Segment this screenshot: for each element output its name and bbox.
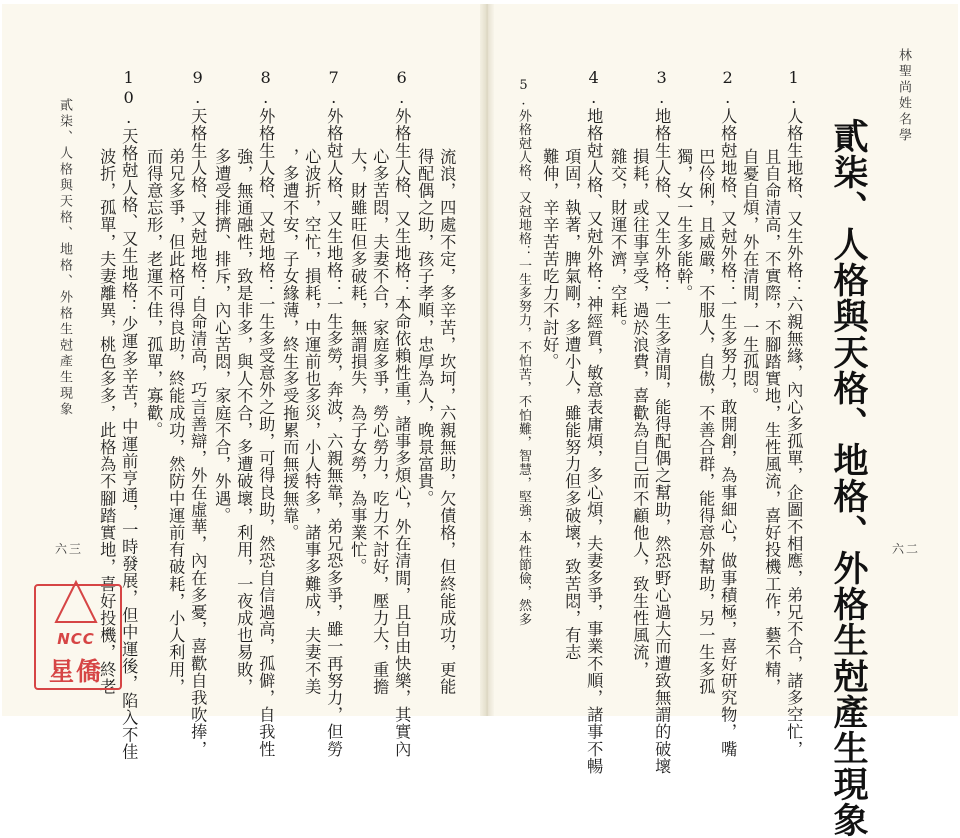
page-number-left: 六三 — [55, 542, 84, 556]
left-running-title: 貳柒、人格與天格、地格、外格生尅產生現象 — [57, 98, 72, 418]
text-column: ，多遭不安，子女緣薄，終生多受拖累而無援無靠。 — [280, 148, 300, 542]
text-column: 8.外格生人格、又尅地格：一生多受意外之助，可得良助，然恐自信過高，孤僻，自我性 — [256, 68, 276, 758]
text-column: 得配偶之助，孩子孝順，忠厚為人，晚景富貴。 — [415, 148, 435, 508]
text-column: 而得意忘形，老運不佳，孤單，寡歡。 — [144, 148, 164, 439]
watermark-stamp — [20, 570, 128, 692]
section-title: 貳柒、人格與天格、地格、外格生尅產生現象 — [828, 118, 868, 838]
text-column: 7.外格尅人格、又生地格：一生多勞，奔波，六親無靠，弟兄恐多爭，雖一再努力，但勞 — [324, 68, 344, 758]
text-column: 5.外格尅人格、又尅地格：一生多努力，不怕苦，不怕難，智慧，堅強，本性節儉，然多 — [516, 78, 531, 626]
book-header: 林聖尚姓名學 — [896, 48, 911, 144]
text-column: 項固，執著，脾氣剛，多遭小人，雖能努力但多破壞，致苦悶，有志 — [562, 148, 582, 661]
text-column: 波折，孤單，夫妻離異，桃色多多，此格為不腳踏實地，喜好投機，終老 — [97, 148, 117, 696]
text-column: 弟兄多爭，但此格可得良助，終能成功，然防中運前有破耗，小人利用， — [166, 148, 186, 696]
text-column: 自憂自煩，外在清閒，一生孤悶。 — [740, 148, 760, 405]
text-column: 雜交，財運不濟，空耗。 — [608, 148, 628, 337]
text-column: 獨，女一生多能幹。 — [674, 148, 694, 302]
book-gutter — [480, 4, 494, 716]
text-column: 3.地格生人格、又生外格：一生多清閒，能得配偶之幫助，然恐野心過大而遭致無謂的破壞 — [652, 68, 672, 775]
stamp-org: NCC — [57, 630, 95, 648]
text-column: 且自命清高，不實際，不腳踏實地，生性風流，喜好投機工作，藝不精， — [762, 148, 782, 696]
text-column: 損耗，或往事享受，過於浪費，喜歡為自己而不顧他人，致生性風流， — [630, 148, 650, 679]
text-column: 巴伶俐，且威嚴，不服人，自傲，不善合群，能得意外幫助，另一生多孤 — [696, 148, 716, 696]
stamp-name: 星僑 — [48, 657, 103, 686]
text-column: 心波折，空忙，損耗，中運前也多災，小人特多，諸事多難成，夫妻不美 — [302, 148, 322, 696]
text-column: 流浪，四處不定，多辛苦，坎坷，六親無助，欠債格，但終能成功，更能 — [437, 148, 457, 696]
text-column: 難伸，辛辛苦苦吃力不討好。 — [540, 148, 560, 371]
triangle-icon — [20, 576, 132, 636]
text-column: 心多苦悶，夫妻不合，家庭多爭，勞心勞力，吃力不討好，壓力大，重擔 — [370, 148, 390, 696]
page-number-right: 六二 — [892, 542, 921, 556]
text-column: 2.人格尅地格、又尅外格：一生多努力，敢開創，為事細心，做事積極，喜好研究物，嘴 — [718, 68, 738, 758]
text-column: 1.人格生地格、又生外格：六親無緣，內心多孤單，企圖不相應，弟兄不合，諸多空忙， — [784, 68, 804, 758]
text-column: 4.地格尅人格、又尅外格：神經質，敏意表庸煩，多心煩，夫妻多爭，事業不順，諸事不暢 — [584, 68, 604, 775]
text-column: 6.外格生人格、又生地格：本命依賴性重，諸事多煩心，外在清閒，且自由快樂，其實內 — [392, 68, 412, 758]
text-column: 10.天格尅人格、又生地格：少運多辛苦，中運前亨通，一時發展，但中運後，陷入不佳 — [119, 68, 139, 761]
text-column: 大，財雖旺但多破耗，無謂損失，為子女勞，為事業忙。 — [348, 148, 368, 576]
text-column: 9.天格生人格、又尅地格：自命清高，巧言善辯，外在虛華，內在多憂，喜歡自我吹捧， — [188, 68, 208, 758]
text-column: 多遭受排擠、排斥，內心苦悶，家庭不合，外遇。 — [212, 148, 232, 525]
text-column: 強，無通融性，致是非多，與人不合，多遭破壞，利用，一夜成也易敗， — [234, 148, 254, 696]
